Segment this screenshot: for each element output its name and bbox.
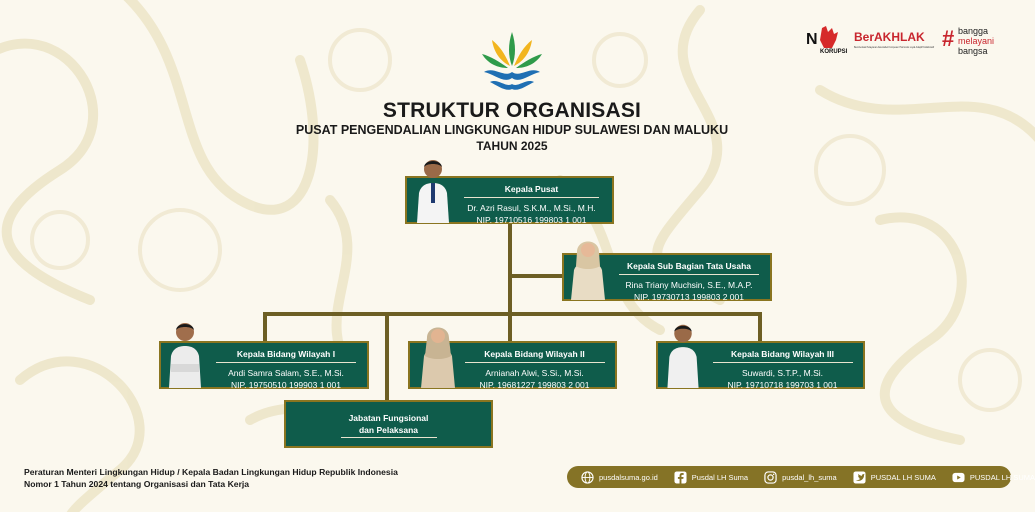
- noko-text: KORUPSI: [820, 49, 848, 55]
- berakhlak-sub: Berorientasi Pelayanan Akuntabel Kompeten Harmonis Loyal Adaptif Kolaboratif: [854, 46, 934, 49]
- svg-text:N: N: [806, 31, 818, 48]
- person-name: Dr. Azri Rasul, S.K.M., M.Si., M.H.: [467, 203, 596, 213]
- regulation-line2: Nomor 1 Tahun 2024 tentang Organisasi dan Tata Kerja: [24, 479, 250, 489]
- box-jabatan-fungsional: [284, 400, 493, 448]
- divider: [216, 362, 356, 363]
- berakhlak-badge: [854, 27, 936, 55]
- person-nip: NIP. 19681227 199803 2 001: [479, 380, 590, 390]
- photo-wilayah-3: [663, 318, 703, 388]
- fungsional-line1: Jabatan Fungsional: [348, 413, 429, 423]
- role-label: Kepala Bidang Wilayah II: [484, 349, 585, 359]
- social-media-bar: [567, 466, 1035, 488]
- divider: [464, 197, 599, 198]
- photo-wilayah-1: [165, 316, 205, 388]
- connector-fungsional: [385, 312, 389, 402]
- social-website[interactable]: [581, 471, 658, 484]
- connector-wil2: [508, 312, 512, 342]
- role-label: Kepala Bidang Wilayah III: [731, 349, 834, 359]
- role-label: Kepala Pusat: [504, 184, 559, 194]
- social-label: pusdalsuma.go.id: [599, 472, 658, 482]
- connector-horizontal: [263, 312, 762, 316]
- social-label: PUSDAL LH SUMA: [870, 472, 936, 482]
- person-name: Andi Samra Salam, S.E., M.Si.: [228, 368, 344, 378]
- twitter-icon: [853, 471, 866, 484]
- person-name: Arnianah Alwi, S.Si., M.Si.: [485, 368, 584, 378]
- connector-wil1: [263, 312, 267, 342]
- instagram-icon: [764, 471, 777, 484]
- person-name: Rina Triany Muchsin, S.E., M.A.P.: [625, 280, 753, 290]
- person-name: Suwardi, S.T.P., M.Si.: [741, 368, 824, 378]
- page-subtitle: PUSAT PENGENDALIAN LINGKUNGAN HIDUP SULAWESI DAN MALUKU: [295, 123, 729, 137]
- social-label: PUSDAL LH SUMA: [969, 472, 1035, 482]
- photo-kepala-pusat: [413, 153, 453, 223]
- social-twitter[interactable]: [853, 471, 936, 484]
- page-title: STRUKTUR ORGANISASI: [382, 99, 642, 122]
- person-nip: NIP. 19710718 199703 1 001: [727, 380, 838, 390]
- regulation-line1: Peraturan Menteri Lingkungan Hidup / Kepala Badan Lingkungan Hidup Republik Indonesia: [24, 467, 398, 477]
- photo-kasubag: [568, 230, 608, 300]
- bangga-line3: bangsa: [958, 46, 988, 56]
- person-nip: NIP. 19730713 199803 2 001: [634, 292, 744, 302]
- social-instagram[interactable]: [764, 471, 837, 484]
- regulation-text: [24, 466, 398, 490]
- page-year: TAHUN 2025: [476, 139, 548, 153]
- connector-trunk: [508, 222, 512, 316]
- connector-kasubag: [510, 274, 564, 278]
- social-label: pusdal_lh_suma: [782, 472, 837, 482]
- globe-icon: [581, 471, 594, 484]
- ministry-logo: [478, 26, 546, 92]
- social-label: Pusdal LH Suma: [691, 472, 749, 482]
- role-label: Kepala Sub Bagian Tata Usaha: [626, 261, 752, 271]
- person-nip: NIP. 19710516 199803 1 001: [476, 215, 587, 225]
- divider: [619, 274, 759, 275]
- anti-corruption-badge: [806, 24, 848, 54]
- social-facebook[interactable]: [674, 471, 748, 484]
- facebook-icon: [674, 471, 687, 484]
- bangga-line2: melayani: [958, 36, 995, 46]
- bangga-line1: bangga: [958, 26, 989, 36]
- connector-wil3: [758, 312, 762, 342]
- divider: [465, 362, 605, 363]
- social-youtube[interactable]: [952, 471, 1035, 484]
- divider: [713, 362, 853, 363]
- berakhlak-text: BerAKHLAK: [854, 30, 925, 44]
- role-label: Kepala Bidang Wilayah I: [236, 349, 336, 359]
- divider: [341, 437, 437, 438]
- photo-wilayah-2: [418, 316, 458, 388]
- youtube-icon: [952, 471, 965, 484]
- svg-text:#: #: [942, 26, 955, 51]
- fungsional-line2: dan Pelaksana: [358, 425, 419, 435]
- bangga-melayani-badge: [942, 24, 1004, 58]
- person-nip: NIP. 19750510 199903 1 001: [231, 380, 341, 390]
